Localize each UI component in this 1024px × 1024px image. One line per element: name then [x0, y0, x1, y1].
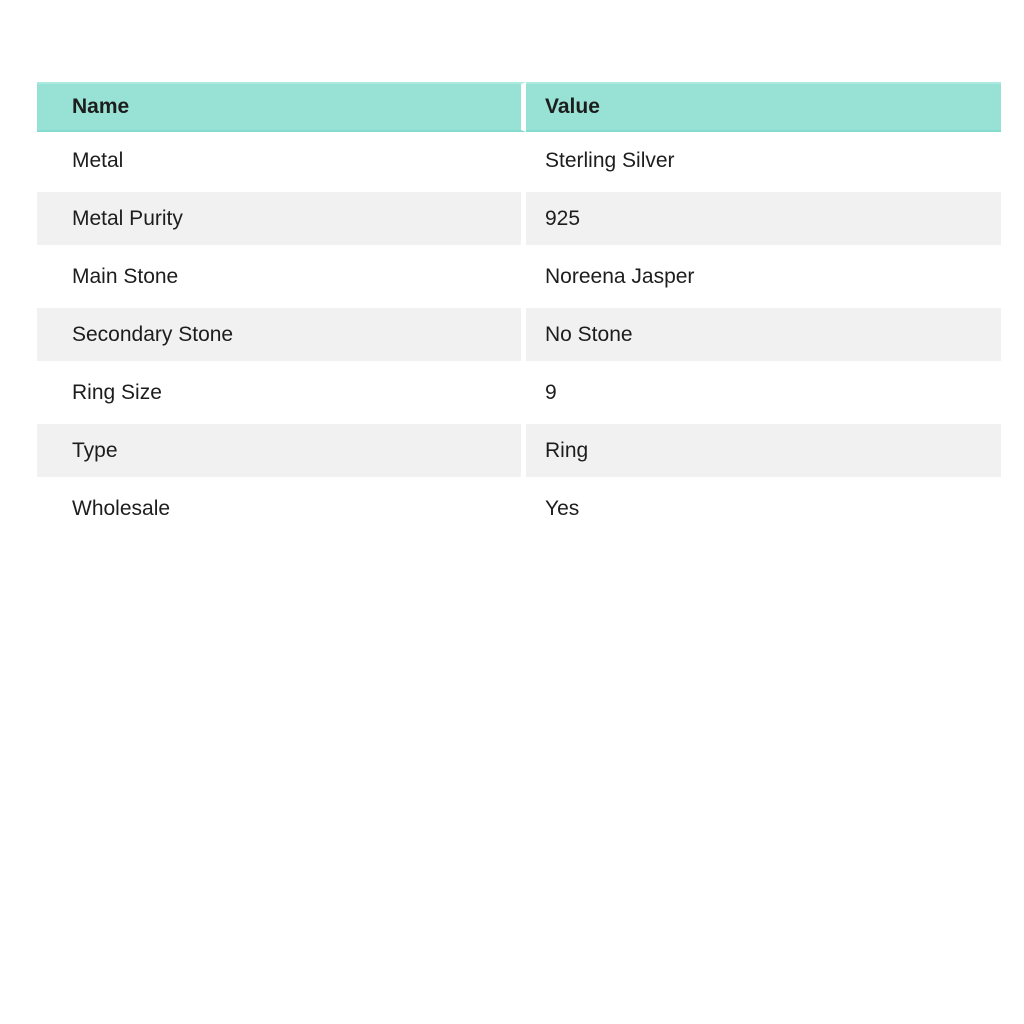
- row-value-cell: 9: [526, 364, 1001, 422]
- row-name-cell: Main Stone: [37, 248, 526, 306]
- table-row: [37, 480, 1001, 538]
- table-row: [37, 132, 1001, 190]
- product-attributes-table: [37, 82, 1001, 538]
- row-name-cell: Ring Size: [37, 364, 526, 422]
- table-row: [37, 306, 1001, 364]
- row-value-cell: 925: [526, 190, 1001, 248]
- table-header: [37, 82, 1001, 132]
- table-row: [37, 190, 1001, 248]
- table-row: [37, 364, 1001, 422]
- row-value-cell: Sterling Silver: [526, 132, 1001, 190]
- table-row: [37, 422, 1001, 480]
- row-name-cell: Secondary Stone: [37, 306, 526, 364]
- row-name-cell: Type: [37, 422, 526, 480]
- row-value-cell: Noreena Jasper: [526, 248, 1001, 306]
- column-header-value: Value: [526, 82, 1001, 132]
- table-header-row: [37, 82, 1001, 132]
- row-name-cell: Wholesale: [37, 480, 526, 538]
- row-value-cell: Yes: [526, 480, 1001, 538]
- column-header-name: Name: [37, 82, 526, 132]
- row-value-cell: Ring: [526, 422, 1001, 480]
- row-value-cell: No Stone: [526, 306, 1001, 364]
- row-name-cell: Metal: [37, 132, 526, 190]
- table-row: [37, 248, 1001, 306]
- row-name-cell: Metal Purity: [37, 190, 526, 248]
- table-body: [37, 132, 1001, 538]
